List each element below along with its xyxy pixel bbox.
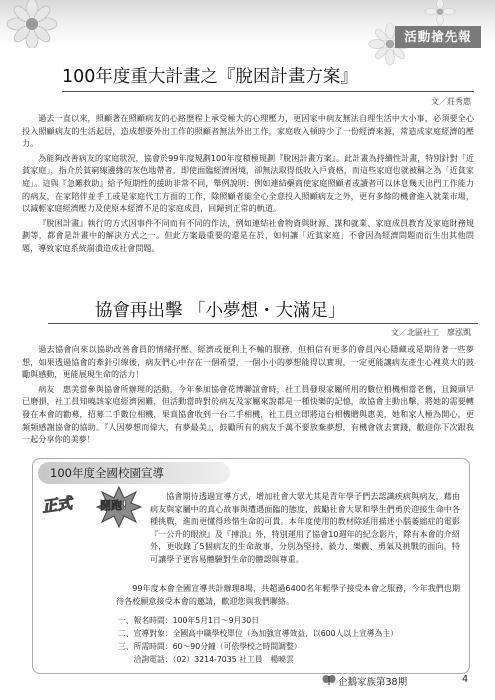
flower-decoration-top: [420, 0, 460, 26]
info-item-registration: 一、報名時間：100年5月1日～9月30日: [118, 616, 260, 625]
campus-promo-label: 100年度全國校園宣導: [38, 462, 230, 484]
info-item-audience: 二、宣導對象：全國高中職學校單位（為加強宣導效益，以600人以上宣導為主）: [118, 629, 398, 638]
campus-paragraph: 協會期待透過宣導方式，增加社會大眾尤其是青年學子們去認識疾病與病友，藉由病友與家屬中的真心故事與遭遇面臨的態度，鼓勵社會大眾和學生們勇於迎接生命中各種挑戰，進而更懂得珍惜生命的可貴。本年度使用的教材除延用描述小腦萎縮症的電影『一公升的眼淚』及『搏浪』外，特別運用了協會10週年的紀念影片，除有本會的介紹外，更收錄了5個病友的生命故事，分別為堅持、毅力、樂觀、勇氣及挑戰的面向，特可讓學子更容易體驗對生命的體認與尊重。: [150, 491, 460, 564]
campus-body-top: [150, 490, 460, 566]
page-number: 4: [462, 674, 469, 685]
info-item-contact: 洽詢電話：（02）3214-7035 社工員 楊曉雲: [118, 655, 294, 664]
article2-paragraph: 過去協會向來以協助改善會員的情緒抒壓、經濟或便利上不輸的服務，但相信有更多的會員內心隱藏或是期待著一些夢想，如果透過協會的牽針引線後，病友們心中存在一個希望，一個小小的夢想能得以實現，一定更能讓病友產生心裡莫大的鼓勵與感動，更能展現生命的活力！: [22, 344, 474, 380]
article1-body: [22, 112, 474, 255]
section-tag: 活動搶先報: [395, 26, 481, 48]
article1-byline: 文／莊秀惠: [431, 97, 471, 106]
footer-brand: 企鵝家族第38期: [338, 677, 408, 688]
article1-paragraph: 過去一直以來，照顧著在照顧病友的心路歷程上承受極大的心理壓力，更因家中病友無法自理生活中大小事，必須要全心投入照顧病友的生活起居，造成想要外出工作的照顧者無法外出工作，家庭收入頓時少了一份經濟來源，常造成家庭經濟的壓力。: [22, 113, 474, 149]
campus-body-bottom: [116, 582, 460, 607]
article2-paragraph: 病友 惠美當參與協會所辦理的活動，今年參加協會花博聯誼會時，社工員發現家屬所用的數位相機相當老舊，且鏡頭早已磨損，社工員知曉該家庭經濟困難，但活動當時對於病友及家屬來說都是一種快樂的記憶，故協會主動出擊，將她的需要轉發在本會的勸募，招募二手數位相機，果真協會收到一台二手相機，社工員立即將這台相機贈與惠美，她和家人極為開心，更頻頻感謝協會的協助。『人因夢想而偉大，有夢最美』，鼓勵所有的病友千萬不要放棄夢想，有機會就去實踐，歡迎你下次跟我一起分享你的美夢！: [22, 383, 474, 445]
article2-body: [22, 343, 474, 446]
stamp-zhengshi: 正式: [40, 493, 74, 516]
article2-title-rule: [48, 323, 478, 324]
campus-info-list: [118, 614, 398, 666]
article1-paragraph: 『脫困計畫』執行的方式因事件不同而有不同的作法，例如連結社會物資與財源、謀和就業、家庭成員教育及家庭財務規劃等，都會是計畫中的解決方式之一。但此方案最重要的還是在於，如何讓「近貧家庭」不會因為經濟問題而衍生出其他問題，導致家庭系統崩潰造成社會問題。: [22, 217, 474, 253]
article2-byline: 文／北區社工 廖泓凱: [391, 328, 471, 337]
info-item-duration: 三、所需時間：60～90分鐘（可依學校之時間調整）: [118, 642, 302, 651]
article1-paragraph: 為能夠改善病友的家庭狀況，協會於99年度規劃100年度積極規劃『脫困計畫方案』。此計畫為持續性計畫，特別針對「近貧家庭」，指介於貧窮線邊緣的灰色地帶者，即使面臨經濟困境，卻無法取得低收入戶資格，而這些家庭也就被稱之為「近貧家庭」。這與『急難救助』給予短期性的援助非常不同，舉例說明：例如連結藥商使家庭照顧者或讀者可以休息幾天出門工作能力的病友，在家陪伴並手工或是家庭代工方面的工作，除照顧者能全心全意投入照顧病友之外，更有多餘的機會進入就業市場，以減輕家庭經濟壓力及使原本經濟不足的家庭成員，回歸到正常的軌道。: [22, 152, 474, 214]
campus-paragraph: 99年度本會全國宣導共計辦理8場，共超過6400名年輕學子接受本會之服務，今年我們也期待各校願意接受本會的邀請，歡迎您與我們聯絡。: [116, 583, 460, 606]
article1-title-rule: [62, 91, 474, 92]
flower-decoration-left: [2, 0, 62, 48]
stamp-kaipao: 開跑!: [100, 499, 128, 512]
butterfly-icon: [322, 674, 336, 686]
article1-title: 100年度重大計畫之『脫困計畫方案』: [62, 67, 358, 87]
article2-title: 協會再出擊 「小夢想・大滿足」: [95, 301, 346, 321]
